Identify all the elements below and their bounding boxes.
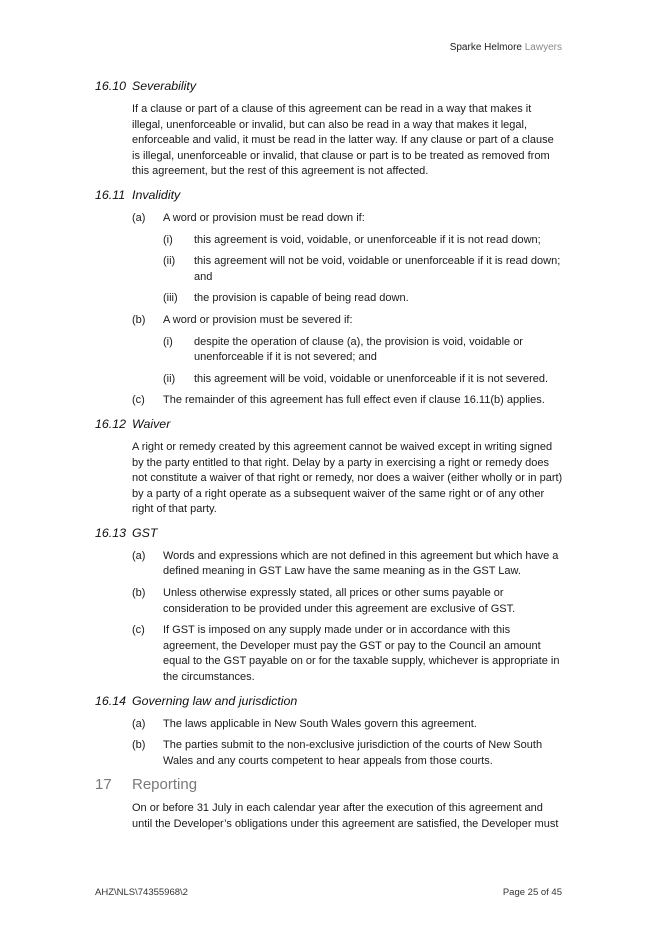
page-header — [450, 42, 562, 53]
heading-16-10 — [95, 77, 563, 95]
clause-text: The remainder of this agreement has full effect even if clause 16.11(b) applies. — [163, 394, 545, 407]
subclause-text: despite the operation of clause (a), the provision is void, voidable or unenforceable if it is not severed; and — [194, 335, 523, 364]
subclause-item — [163, 372, 563, 388]
heading-number: 16.14 — [95, 693, 127, 708]
subclause-label: (ii) — [163, 255, 176, 268]
clause-text: A word or provision must be severed if: — [163, 313, 353, 326]
subclause-text: this agreement will not be void, voidable or unenforceable if it is read down; and — [194, 255, 561, 283]
clause-item — [132, 393, 563, 409]
heading-title: Reporting — [132, 776, 198, 794]
heading-title: Governing law and jurisdiction — [132, 693, 298, 708]
clause-label: (a) — [132, 211, 146, 224]
heading-title: GST — [132, 525, 158, 540]
heading-title: Severability — [132, 79, 197, 93]
firm-suffix: Lawyers — [524, 42, 562, 53]
clause-text: If GST is imposed on any supply made under or in accordance with this agreement, the Developer must pay the GST or pay to the Council an amount equal to the GST payable on or for the taxable supply, whichever is appropriate in the circumstances. — [163, 624, 560, 684]
subclause-label: (i) — [163, 335, 173, 348]
clause-item — [132, 586, 563, 617]
heading-number: 17 — [95, 776, 112, 794]
clause-label: (b) — [132, 313, 146, 326]
page-number: Page 25 of 45 — [502, 887, 562, 898]
heading-16-12 — [95, 415, 563, 433]
clause-item — [132, 211, 563, 227]
clause-text: Unless otherwise expressly stated, all prices or other sums payable or consideration to be provided under this agreement are exclusive of GST. — [163, 587, 516, 615]
subclause-item — [163, 291, 563, 307]
waiver-text: A right or remedy created by this agreement cannot be waived except in writing signed by the party entitled to that right. Delay by a party in exercising a right or remedy does not constitute a waiver of that right or remedy, nor does a waiver (either wholly or in part) by a party of a right operate as a subsequent waiver of the same right or of any other right of that party. — [132, 440, 563, 516]
subclause-item — [163, 254, 563, 285]
subclause-text: this agreement will be void, voidable or unenforceable if it is not severed. — [194, 372, 549, 385]
clause-label: (b) — [132, 587, 146, 600]
clause-label: (c) — [132, 394, 145, 407]
clause-item — [132, 738, 563, 769]
clause-item — [132, 549, 563, 580]
clause-item — [132, 313, 563, 329]
subclause-label: (iii) — [163, 292, 178, 305]
heading-number: 16.13 — [95, 525, 127, 540]
subclause-item — [163, 335, 563, 366]
document-reference: AHZ\NLS\74355968\2 — [95, 887, 188, 898]
subclause-text: this agreement is void, voidable, or unenforceable if it is not read down; — [194, 233, 541, 246]
firm-name: Sparke Helmore — [449, 42, 522, 53]
clause-text: The parties submit to the non-exclusive jurisdiction of the courts of New South Wales and any courts competent to hear appeals from those courts. — [163, 739, 543, 767]
heading-16-14 — [95, 692, 563, 710]
heading-17 — [95, 775, 563, 795]
clause-label: (a) — [132, 717, 146, 730]
subclause-text: the provision is capable of being read down. — [194, 292, 409, 305]
subclause-label: (ii) — [163, 372, 176, 385]
heading-title: Waiver — [132, 416, 171, 431]
severability-text: If a clause or part of a clause of this agreement can be read in a way that makes it illegal, unenforceable or invalid, but can also be read in a way that makes it legal, enforceable and valid, it must be read in the latter way. If any clause or part of a clause is illegal, unenforceable or invalid, that clause or part is to be treated as removed from this agreement, but the rest of this agreement is not affected. — [132, 103, 554, 178]
heading-title: Invalidity — [132, 187, 181, 202]
heading-16-11 — [95, 186, 563, 204]
subclause-label: (i) — [163, 233, 173, 246]
clause-item — [132, 717, 563, 733]
heading-number: 16.10 — [95, 79, 127, 93]
heading-16-13 — [95, 524, 563, 542]
clause-text: The laws applicable in New South Wales govern this agreement. — [163, 717, 477, 730]
heading-number: 16.12 — [95, 416, 127, 431]
clause-text: Words and expressions which are not defined in this agreement but which have a defined meaning in GST Law have the same meaning as in the GST Law. — [163, 549, 559, 578]
heading-number: 16.11 — [95, 187, 126, 202]
clause-label: (c) — [132, 624, 145, 637]
clause-label: (b) — [132, 739, 146, 752]
subclause-item — [163, 233, 563, 249]
clause-text: A word or provision must be read down if: — [163, 211, 365, 224]
reporting-text: On or before 31 July in each calendar year after the execution of this agreement and until the Developer’s obligations under this agreement are satisfied, the Developer must — [132, 802, 559, 830]
clause-item — [132, 623, 563, 685]
document-body — [95, 77, 563, 839]
clause-label: (a) — [132, 549, 146, 562]
